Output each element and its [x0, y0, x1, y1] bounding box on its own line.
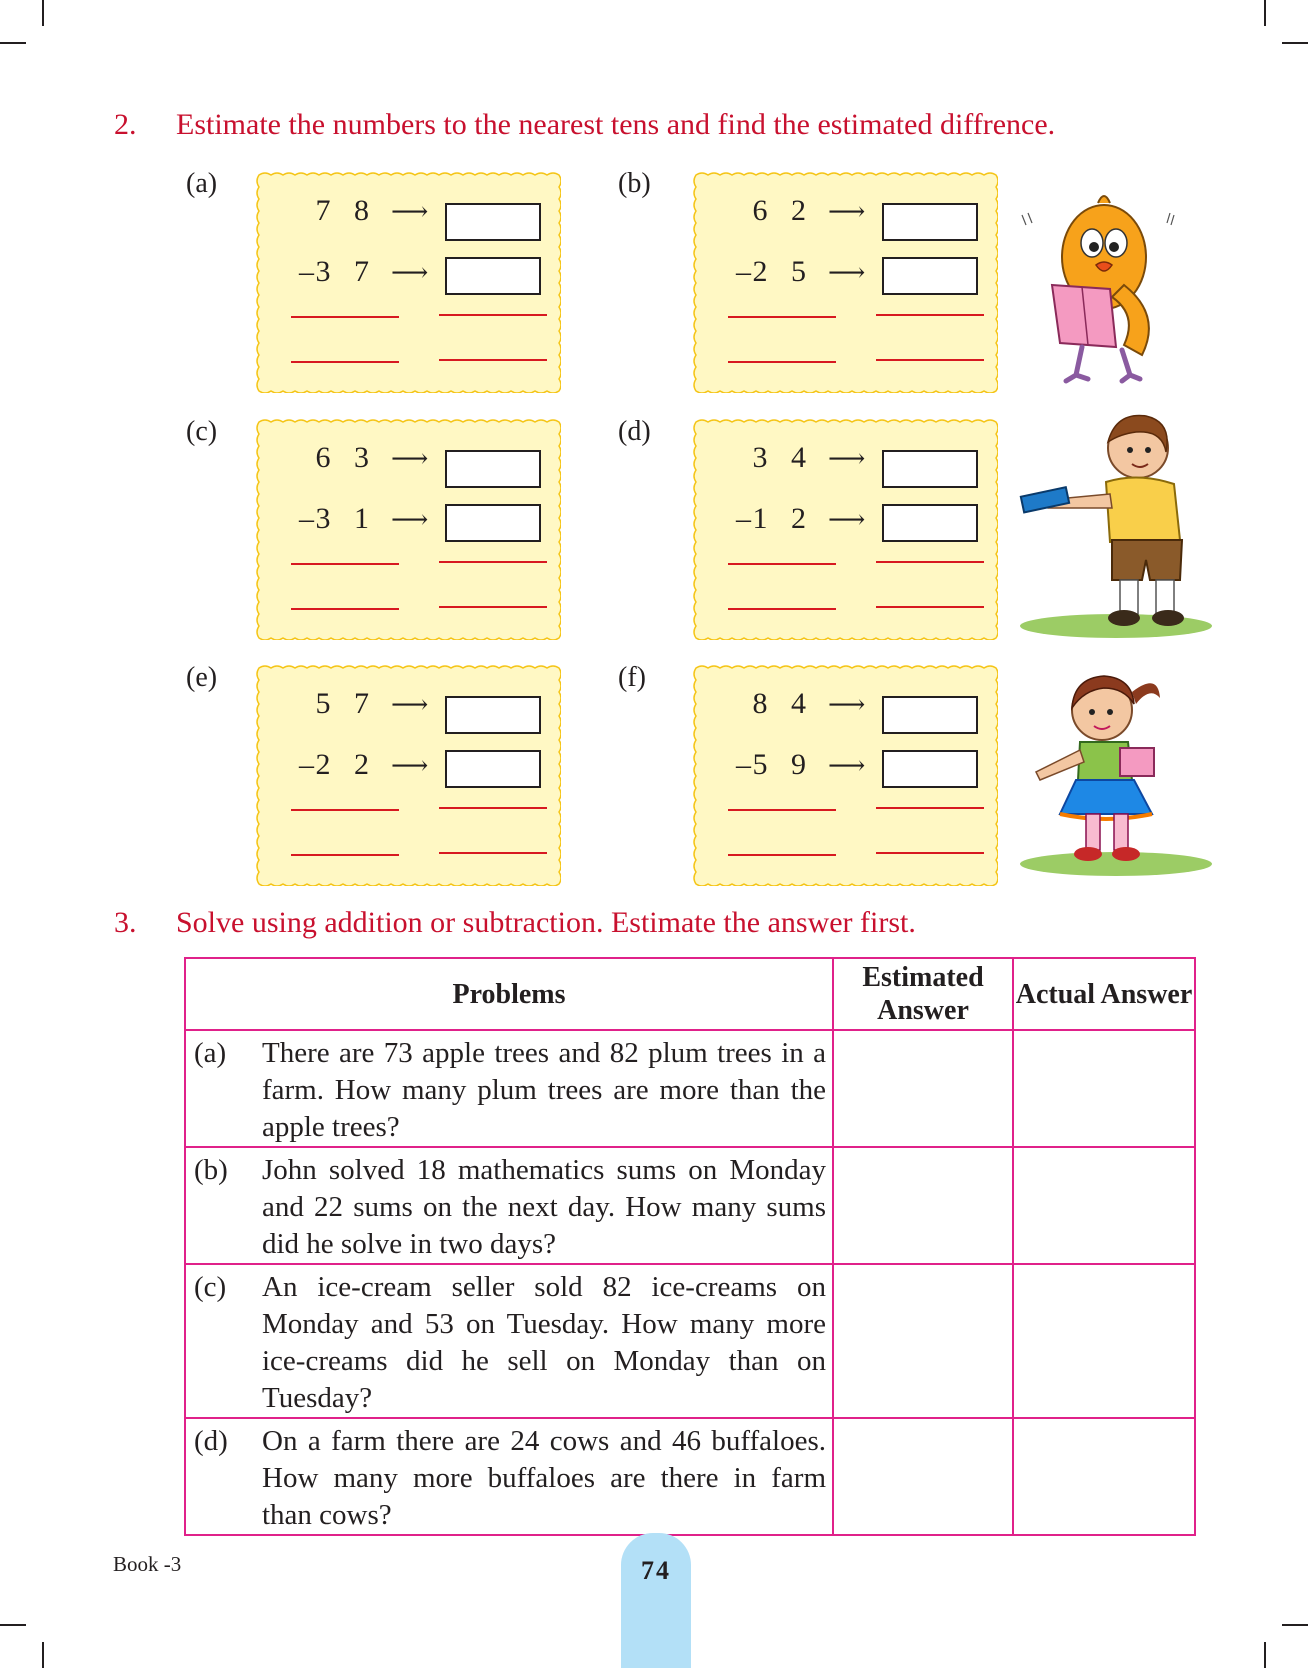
actual-answer-cell[interactable]: [1013, 1147, 1195, 1264]
problem-text: There are 73 apple trees and 82 plum trees in a farm. How many plum trees are more than the apple trees?: [262, 1037, 826, 1143]
estimate-box[interactable]: [882, 504, 978, 542]
answer-line: [291, 809, 399, 811]
header-estimated-answer: Estimated Answer: [833, 958, 1013, 1030]
answer-line: [876, 314, 984, 316]
answer-line: [291, 563, 399, 565]
exercise-card: [247, 418, 561, 640]
table-row: [185, 1418, 1195, 1535]
book-label: Book -3: [113, 1552, 182, 1576]
problem-cell: [185, 1030, 833, 1147]
estimate-box[interactable]: [445, 750, 541, 788]
problem-cell: [185, 1264, 833, 1418]
exercise-label: (e): [186, 662, 218, 693]
bottom-number: 3 7: [315, 255, 377, 288]
exercise-label: (d): [618, 416, 651, 447]
exercise-card: [247, 171, 561, 393]
arrow-icon: ⟶: [828, 505, 866, 534]
bottom-number: 5 9: [752, 748, 814, 781]
answer-line: [728, 361, 836, 363]
problem-label: (c): [194, 1271, 227, 1303]
estimate-box[interactable]: [445, 257, 541, 295]
table-row: [185, 1147, 1195, 1264]
answer-line: [439, 359, 547, 361]
estimate-box[interactable]: [882, 450, 978, 488]
arrow-icon: ⟶: [391, 690, 429, 719]
answer-line: [728, 563, 836, 565]
minus-sign: –: [299, 255, 314, 288]
answer-line: [291, 854, 399, 856]
answer-line: [876, 807, 984, 809]
answer-line: [876, 852, 984, 854]
top-number: 6 2: [752, 194, 814, 227]
problem-label: (b): [194, 1154, 228, 1186]
top-number: 5 7: [315, 687, 377, 720]
exercise-card: [684, 664, 998, 886]
exercise-label: (c): [186, 416, 218, 447]
crop-mark: [1264, 1642, 1266, 1668]
question-2-text: Estimate the numbers to the nearest tens and find the estimated diffrence.: [176, 108, 1056, 141]
arrow-icon: ⟶: [391, 258, 429, 287]
problems-table: [184, 957, 1196, 1536]
answer-line: [291, 361, 399, 363]
actual-answer-cell[interactable]: [1013, 1418, 1195, 1535]
bottom-number: 1 2: [752, 502, 814, 535]
question-3-number: 3.: [114, 906, 137, 939]
answer-line: [291, 316, 399, 318]
answer-line: [876, 359, 984, 361]
page-number: 74: [641, 1556, 671, 1585]
problem-text: An ice-cream seller sold 82 ice-creams on Monday and 53 on Tuesday. How many more ice-creams did he sell on Monday than on Tuesday?: [262, 1271, 826, 1414]
estimate-box[interactable]: [445, 450, 541, 488]
arrow-icon: ⟶: [391, 751, 429, 780]
top-number: 8 4: [752, 687, 814, 720]
crop-mark: [1264, 0, 1266, 26]
page-number-tab: [621, 1533, 691, 1668]
arrow-icon: ⟶: [828, 690, 866, 719]
top-number: 7 8: [315, 194, 377, 227]
minus-sign: –: [299, 502, 314, 535]
header-problems: Problems: [185, 958, 833, 1030]
exercise-label: (f): [618, 662, 646, 693]
exercise-card: [684, 418, 998, 640]
answer-line: [728, 854, 836, 856]
arrow-icon: ⟶: [391, 444, 429, 473]
estimate-box[interactable]: [882, 203, 978, 241]
exercise-label: (b): [618, 168, 651, 199]
boy-holding-book-illustration: [1016, 404, 1216, 644]
estimate-box[interactable]: [882, 750, 978, 788]
arrow-icon: ⟶: [391, 505, 429, 534]
girl-with-book-illustration: [1016, 664, 1216, 884]
minus-sign: –: [299, 748, 314, 781]
answer-line: [728, 608, 836, 610]
problem-label: (a): [194, 1037, 227, 1069]
estimate-box[interactable]: [882, 257, 978, 295]
answer-line: [439, 807, 547, 809]
estimated-answer-cell[interactable]: [833, 1418, 1013, 1535]
crop-mark: [1282, 1624, 1308, 1626]
table-header-row: [185, 958, 1195, 1030]
exercise-label: (a): [186, 168, 218, 199]
top-number: 6 3: [315, 441, 377, 474]
exercise-card: [247, 664, 561, 886]
arrow-icon: ⟶: [828, 751, 866, 780]
question-3-text: Solve using addition or subtraction. Estimate the answer first.: [176, 906, 916, 939]
answer-line: [439, 606, 547, 608]
estimate-box[interactable]: [882, 696, 978, 734]
top-number: 3 4: [752, 441, 814, 474]
actual-answer-cell[interactable]: [1013, 1264, 1195, 1418]
estimate-box[interactable]: [445, 203, 541, 241]
answer-line: [728, 316, 836, 318]
question-2-number: 2.: [114, 108, 137, 141]
estimated-answer-cell[interactable]: [833, 1264, 1013, 1418]
arrow-icon: ⟶: [828, 444, 866, 473]
arrow-icon: ⟶: [828, 258, 866, 287]
answer-line: [876, 606, 984, 608]
answer-line: [728, 809, 836, 811]
answer-line: [439, 314, 547, 316]
table-row: [185, 1264, 1195, 1418]
crop-mark: [42, 0, 44, 26]
minus-sign: –: [736, 748, 751, 781]
estimated-answer-cell[interactable]: [833, 1147, 1013, 1264]
arrow-icon: ⟶: [391, 197, 429, 226]
crop-mark: [42, 1642, 44, 1668]
estimate-box[interactable]: [445, 504, 541, 542]
arrow-icon: ⟶: [828, 197, 866, 226]
crop-mark: [0, 42, 26, 44]
problem-text: On a farm there are 24 cows and 46 buffaloes. How many more buffaloes are there in farm than cows?: [262, 1425, 826, 1531]
answer-line: [439, 852, 547, 854]
crop-mark: [0, 1624, 26, 1626]
problem-cell: [185, 1147, 833, 1264]
crop-mark: [1282, 42, 1308, 44]
bottom-number: 2 2: [315, 748, 377, 781]
header-actual-answer: Actual Answer: [1013, 958, 1195, 1030]
table-row: [185, 1030, 1195, 1147]
problem-text: John solved 18 mathematics sums on Monday and 22 sums on the next day. How many sums did he solve in two days?: [262, 1154, 826, 1260]
chick-reading-book-illustration: [1012, 185, 1192, 385]
bottom-number: 3 1: [315, 502, 377, 535]
problem-label: (d): [194, 1425, 228, 1457]
estimated-answer-cell[interactable]: [833, 1030, 1013, 1147]
answer-line: [291, 608, 399, 610]
answer-line: [439, 561, 547, 563]
actual-answer-cell[interactable]: [1013, 1030, 1195, 1147]
bottom-number: 2 5: [752, 255, 814, 288]
minus-sign: –: [736, 255, 751, 288]
estimate-box[interactable]: [445, 696, 541, 734]
answer-line: [876, 561, 984, 563]
problem-cell: [185, 1418, 833, 1535]
exercise-card: [684, 171, 998, 393]
minus-sign: –: [736, 502, 751, 535]
